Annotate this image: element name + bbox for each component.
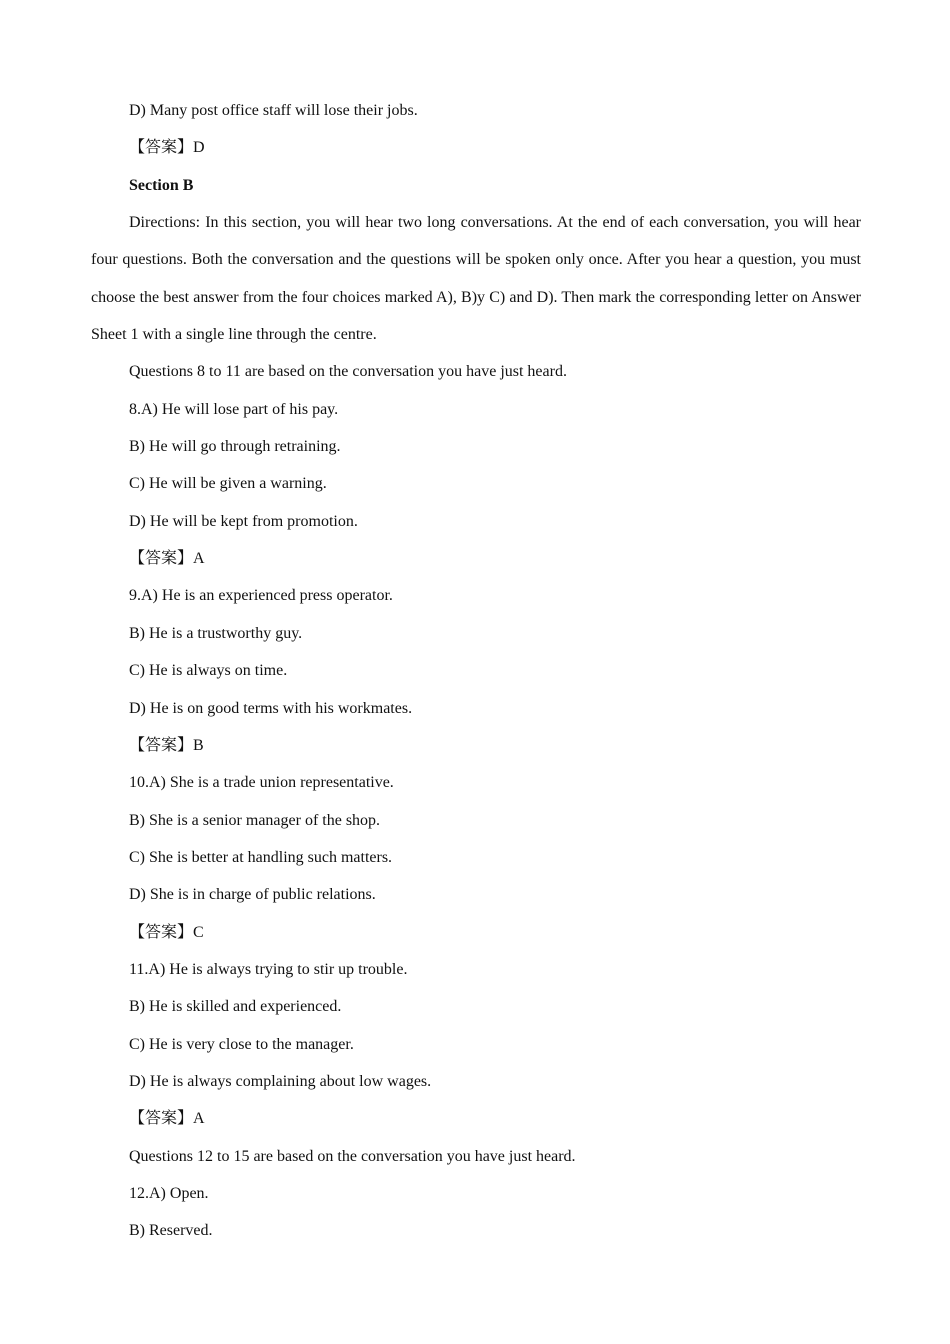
answer-option: C) He will be given a warning. — [129, 475, 327, 493]
answer-option: B) He will go through retraining. — [129, 438, 341, 456]
question-group-intro: Questions 8 to 11 are based on the conversation you have just heard. — [129, 363, 567, 381]
answer-key: 【答案】D — [129, 139, 205, 157]
answer-option: C) She is better at handling such matters. — [129, 848, 393, 866]
directions-paragraph: Directions: In this section, you will hear two long conversations. At the end of each conversation, you will hear four questions. Both the conversation and the questions will be spoken only once. After you hear a question, you must choose the best answer from the four choices marked A), B)y C) and D). Then mark the corresponding letter on Answer Sheet 1 with a single line through the centre. — [91, 214, 861, 344]
answer-key: 【答案】A — [129, 550, 205, 568]
answer-option: 11.A) He is always trying to stir up trouble. — [129, 960, 408, 978]
answer-option: C) He is always on time. — [129, 662, 288, 680]
question-group-intro: Questions 12 to 15 are based on the conversation you have just heard. — [129, 1147, 576, 1165]
answer-option: 12.A) Open. — [129, 1184, 209, 1202]
answer-option: B) He is a trustworthy guy. — [129, 624, 303, 642]
section-title: Section B — [129, 176, 194, 194]
answer-option: B) He is skilled and experienced. — [129, 998, 342, 1016]
answer-option: 9.A) He is an experienced press operator. — [129, 587, 393, 605]
answer-option: B) She is a senior manager of the shop. — [129, 811, 381, 829]
answer-option: D) He is always complaining about low wages. — [129, 1072, 432, 1090]
previous-question-block — [91, 92, 861, 167]
answer-option: 10.A) She is a trade union representative. — [129, 774, 394, 792]
answer-option: B) Reserved. — [129, 1222, 213, 1240]
document-body — [91, 92, 861, 1250]
answer-key: 【答案】A — [129, 1110, 205, 1128]
answer-option: 8.A) He will lose part of his pay. — [129, 400, 339, 418]
answer-option: D) He is on good terms with his workmates. — [129, 699, 413, 717]
answer-key: 【答案】C — [129, 923, 204, 941]
answer-option: D) He will be kept from promotion. — [129, 512, 358, 530]
answer-option: D) She is in charge of public relations. — [129, 886, 376, 904]
question-list — [91, 353, 861, 1249]
answer-option: D) Many post office staff will lose their jobs. — [129, 102, 418, 119]
answer-key: 【答案】B — [129, 736, 204, 754]
answer-option: C) He is very close to the manager. — [129, 1035, 354, 1053]
